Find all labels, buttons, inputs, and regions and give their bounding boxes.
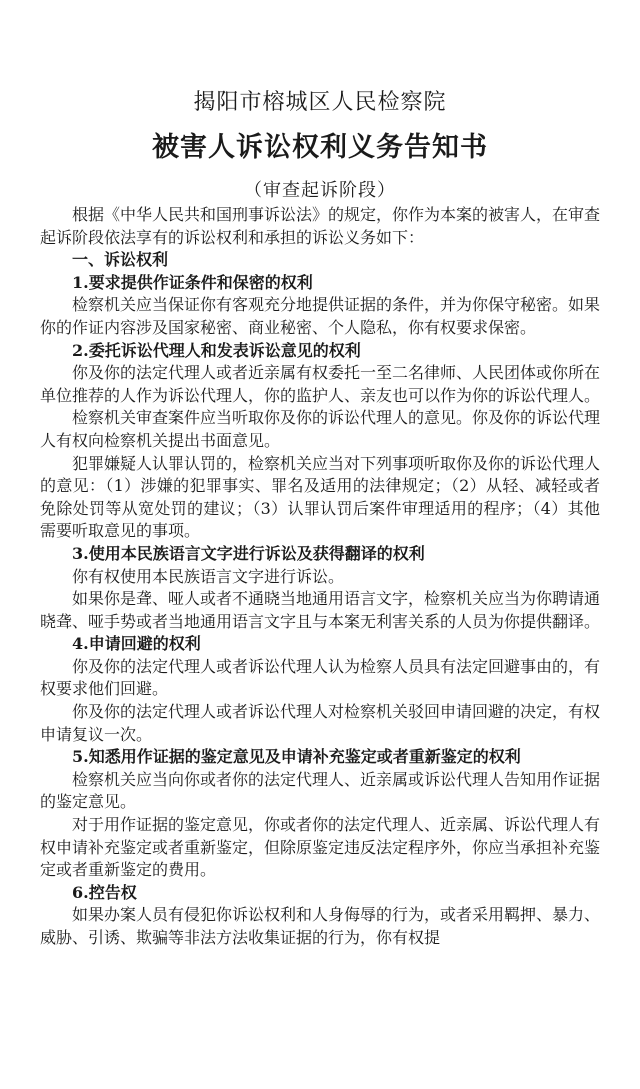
paragraph: 如果办案人员有侵犯你诉讼权利和人身侮辱的行为，或者采用羁押、暴力、威胁、引诱、欺骗等非法方法收集证据的行为，你有权提 [40,905,601,947]
paragraph: 检察机关应当保证你有客观充分地提供证据的条件，并为你保守秘密。如果你的作证内容涉及国家秘密、商业秘密、个人隐私，你有权要求保密。 [40,295,601,337]
paragraph: 检察机关审查案件应当听取你及你的诉讼代理人的意见。你及你的诉讼代理人有权向检察机关提出书面意见。 [40,408,601,450]
subsection-heading: 1.要求提供作证条件和保密的权利 [72,272,313,292]
subsection-heading: 5.知悉用作证据的鉴定意见及申请补充鉴定或者重新鉴定的权利 [72,747,521,767]
document-stage: （审查起诉阶段） [244,180,396,201]
paragraph: 犯罪嫌疑人认罪认罚的，检察机关应当对下列事项听取你及你的诉讼代理人的意见：（1）涉嫌的犯罪事实、罪名及适用的法律规定；（2）从轻、减轻或者免除处罚等从宽处罚的建议；（3）认罪认罚后案件审理适用的程序；（4）其他需要听取意见的事项。 [40,453,601,541]
paragraph: 对于用作证据的鉴定意见，你或者你的法定代理人、近亲属、诉讼代理人有权申请补充鉴定或者重新鉴定，但除原鉴定违反法定程序外，你应当承担补充鉴定或者重新鉴定的费用。 [40,815,601,880]
document-body [40,204,600,950]
subsection-heading: 4.申请回避的权利 [72,634,201,654]
document-title: 被害人诉讼权利义务告知书 [152,132,488,163]
paragraph: 你及你的法定代理人或者近亲属有权委托一至二名律师、人民团体或你所在单位推荐的人作为诉讼代理人，你的监护人、亲友也可以作为你的诉讼代理人。 [40,363,601,405]
subsection-heading: 3.使用本民族语言文字进行诉讼及获得翻译的权利 [72,543,425,563]
paragraph: 根据《中华人民共和国刑事诉讼法》的规定，你作为本案的被害人，在审查起诉阶段依法享有的诉讼权利和承担的诉讼义务如下： [40,205,601,247]
paragraph: 如果你是聋、哑人或者不通晓当地通用语言文字，检察机关应当为你聘请通晓聋、哑手势或者当地通用语言文字且与本案无利害关系的人员为你提供翻译。 [40,589,601,631]
paragraph: 你及你的法定代理人或者诉讼代理人对检察机关驳回申请回避的决定，有权申请复议一次。 [40,702,601,744]
paragraph: 检察机关应当向你或者你的法定代理人、近亲属或诉讼代理人告知用作证据的鉴定意见。 [40,769,601,812]
organization-name: 揭阳市榕城区人民检察院 [193,90,447,115]
subsection-heading: 6.控告权 [72,882,137,902]
subsection-heading: 2.委托诉讼代理人和发表诉讼意见的权利 [72,340,361,360]
section-heading: 一、诉讼权利 [72,250,169,270]
paragraph: 你有权使用本民族语言文字进行诉讼。 [72,566,345,586]
paragraph: 你及你的法定代理人或者诉讼代理人认为检察人员具有法定回避事由的，有权要求他们回避。 [40,656,601,699]
